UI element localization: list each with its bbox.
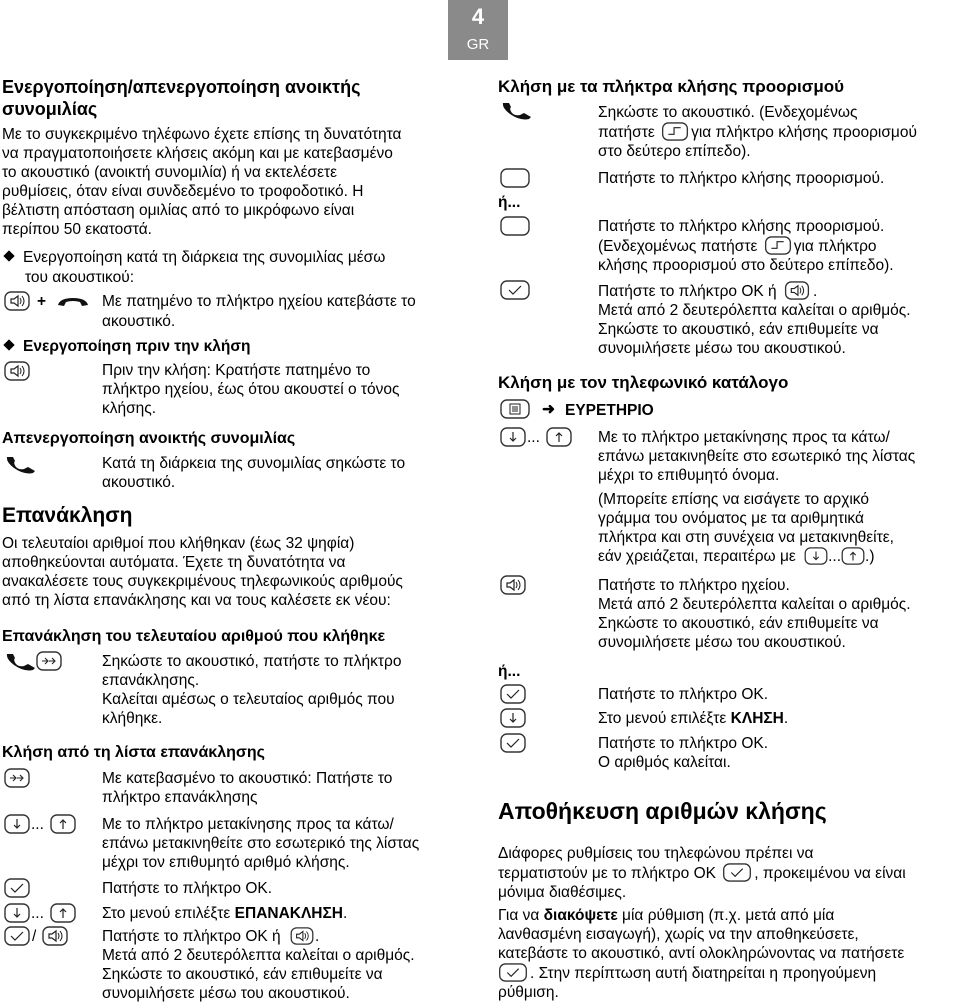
dest-key-icon [500, 168, 530, 193]
range-dots: ... [31, 816, 44, 833]
speaker-key-icon [42, 926, 68, 951]
redial-key-icon [36, 651, 62, 676]
plus-sign: + [37, 293, 47, 310]
last-number-title: Επανάκληση του τελευταίου αριθμού που κλήθηκε [2, 628, 386, 645]
speaker-key-icon [783, 281, 811, 300]
dest-key-icon [500, 216, 530, 241]
nav-down-key-icon [500, 427, 526, 452]
redial-list-step3: Πατήστε το πλήκτρο OK. [102, 880, 273, 897]
speaker-intro: Με το συγκεκριμένο τηλέφωνο έχετε επίσης τη δυνατότητα να πραγματοποιήσετε κλήσεις ακόμη και με κατεβασμένο το ακουστικό (ανοικτή συνομιλία) ή να εκτελέσετε ρυθμίσεις, όταν είναι συνδεδεμένο το τροφοδοτικό. Η βέλτιστη απόσταση ομιλίας από το μικρόφωνο είναι περίπου 50 εκατοστά. [2, 126, 402, 238]
bullet2-text: Πριν την κλήση: Κρατήστε πατημένο το πλήκτρο ηχείου, έως ότου ακουστεί ο τόνος κλήσης. [102, 362, 400, 417]
redial-title: Επανάκληση [2, 504, 133, 527]
dest-step2: Πατήστε το πλήκτρο κλήσης προορισμού. [598, 170, 885, 187]
bullet-activate-during-call: Ενεργοποίηση κατά τη διάρκεια της συνομιλίας μέσω [2, 248, 385, 267]
redial-list-title: Κλήση από τη λίστα επανάκλησης [2, 744, 265, 761]
nav-up-key-icon [546, 427, 572, 452]
bullet1-text-l2: ακουστικό. [102, 313, 176, 330]
phonebook-key-icon [500, 399, 530, 424]
bullet-diamond-icon [3, 339, 14, 350]
nav-down-key-icon [500, 708, 526, 733]
slash: / [32, 928, 37, 945]
phonebook-step5: Πατήστε το πλήκτρο OK. Ο αριθμός καλείται. [598, 735, 769, 771]
deactivate-title: Απενεργοποίηση ανοικτής συνομιλίας [2, 430, 296, 447]
ok-key-icon [4, 926, 30, 951]
nav-down-key-icon [4, 814, 30, 839]
dest-step3: Πατήστε το πλήκτρο κλήσης προορισμού. (Ενδεχομένως πατήστε για πλήκτρο κλήσης προορισμού στο δεύτερο επίπεδο). [598, 218, 894, 274]
phonebook-step4: Στο μενού επιλέξτε ΚΛΗΣΗ. [598, 710, 789, 727]
bullet1-text-l1: Με πατημένο το πλήκτρο ηχείου κατεβάστε το [102, 293, 416, 310]
phonebook-step2: Πατήστε το πλήκτρο ηχείου. Μετά από 2 δευτερόλεπτα καλείται ο αριθμός. Σηκώστε το ακουστικό, εάν επιθυμείτε να συνομιλήσετε μέσω του ακουστικού. [598, 577, 911, 651]
menu-arrow-icon: ➜ [542, 401, 555, 418]
save-paragraph2: Για να διακόψετε μία ρύθμιση (π.χ. μετά από μία λανθασμένη εισαγωγή), χωρίς να την αποθηκεύσετε, κατεβάστε το ακουστικό, αντί ολοκληρώνοντας να πατήσετε . Στην περίπτωση αυτή διατηρείται η προηγούμενη ρύθμιση. [498, 907, 905, 1001]
bullet-activate-before-call: Ενεργοποίηση πριν την κλήση [2, 337, 250, 356]
dest-keys-title: Κλήση με τα πλήκτρα κλήσης προορισμού [498, 77, 845, 96]
save-paragraph1: Διάφορες ρυθμίσεις του τηλεφώνου πρέπει να τερματιστούν με το πλήκτρο OK , προκειμένου να είναι μόνιμα διαθέσιμες. [498, 845, 906, 901]
range-dots: ... [527, 429, 540, 446]
dest-step1: Σηκώστε το ακουστικό. (Ενδεχομένως πατήστε για πλήκτρο κλήσης προορισμού στο δεύτερο επίπεδο). [598, 104, 917, 160]
shift-key-icon [661, 122, 689, 141]
handset-down-icon [56, 293, 90, 314]
speaker-key-icon [289, 927, 315, 945]
redial-list-step2: Με το πλήκτρο μετακίνησης προς τα κάτω/ επάνω μετακινηθείτε στο εσωτερικό της λίστας μέχρι τον επιθυμητό αριθμό κλήσης. [102, 816, 420, 871]
bullet-diamond-icon [3, 250, 14, 261]
ok-key-icon [500, 280, 530, 305]
last-number-text: Σηκώστε το ακουστικό, πατήστε το πλήκτρο επανάκλησης. Καλείται αμέσως ο τελευταίος αριθμός που κλήθηκε. [102, 653, 402, 727]
nav-up-key-icon [841, 547, 865, 565]
ok-key-icon [4, 878, 30, 903]
nav-down-key-icon [804, 547, 828, 565]
or-label: ή... [498, 194, 521, 211]
redial-list-step4: Στο μενού επιλέξτε ΕΠΑΝΑΚΛΗΣΗ. [102, 905, 348, 922]
ok-key-icon [500, 733, 526, 758]
bullet1-line2: του ακουστικού: [25, 269, 135, 286]
nav-up-key-icon [50, 814, 76, 839]
redial-list-step1: Με κατεβασμένο το ακουστικό: Πατήστε το πλήκτρο επανάκλησης [102, 770, 393, 806]
speaker-title-line2: συνομιλίας [2, 99, 98, 119]
dest-step4: Πατήστε το πλήκτρο OK ή . Μετά από 2 δευτερόλεπτα καλείται ο αριθμός. Σηκώστε το ακουστικό, εάν επιθυμείτε να συνομιλήσετε μέσω του ακουστικού. [598, 283, 911, 357]
redial-list-step5: Πατήστε το πλήκτρο OK ή . Μετά από 2 δευτερόλεπτα καλείται ο αριθμός. Σηκώστε το ακουστικό, εάν επιθυμείτε να συνομιλήσετε μέσω του ακουστικού. [102, 928, 415, 1002]
range-dots: ... [31, 905, 44, 922]
phonebook-menu-label: ΕΥΡΕΤΗΡΙΟ [565, 402, 654, 419]
phonebook-step1: Με το πλήκτρο μετακίνησης προς τα κάτω/ επάνω μετακινηθείτε στο εσωτερικό της λίστας μέχρι το επιθυμητό όνομα. (Μπορείτε επίσης να εισάγετε το αρχικό γράμμα του ονόματος με τα αριθμητικά πλήκτρα και στη συνέχεια να μετακινηθείτε, εάν χρειάζεται, περαιτέρω με ... .) [598, 429, 916, 565]
handset-lift-icon [4, 651, 38, 676]
ok-key-icon [498, 963, 528, 982]
save-numbers-title: Αποθήκευση αριθμών κλήσης [498, 798, 827, 824]
phonebook-title: Κλήση με τον τηλεφωνικό κατάλογο [498, 373, 789, 392]
shift-key-icon [764, 236, 792, 255]
deactivate-text: Κατά τη διάρκεια της συνομιλίας σηκώστε το ακουστικό. [102, 455, 406, 491]
or-label: ή... [498, 663, 521, 680]
nav-down-key-icon [4, 903, 30, 928]
handset-lift-icon [500, 100, 534, 125]
speaker-key-icon [500, 575, 526, 600]
handset-lift-icon [4, 454, 38, 479]
speaker-key-icon [4, 361, 30, 386]
ok-key-icon [500, 684, 526, 709]
speaker-title-line1: Ενεργοποίηση/απενεργοποίηση ανοικτής [2, 77, 361, 97]
ok-key-icon [722, 863, 752, 882]
language-code: GR [466, 36, 490, 53]
speaker-key-icon [4, 291, 30, 316]
phonebook-step3: Πατήστε το πλήκτρο OK. [598, 686, 769, 703]
redial-intro: Οι τελευταίοι αριθμοί που κλήθηκαν (έως 32 ψηφία) αποθηκεύονται αυτόματα. Έχετε τη δυνατότητα να ανακαλέσετε τους συγκεκριμένους τηλεφωνικούς αριθμούς από τη λίστα επανάκλησης και να τους καλέσετε εκ νέου: [2, 535, 403, 609]
page-badge [448, 0, 508, 60]
redial-key-icon [4, 768, 30, 793]
nav-up-key-icon [50, 903, 76, 928]
page-number: 4 [471, 4, 485, 29]
